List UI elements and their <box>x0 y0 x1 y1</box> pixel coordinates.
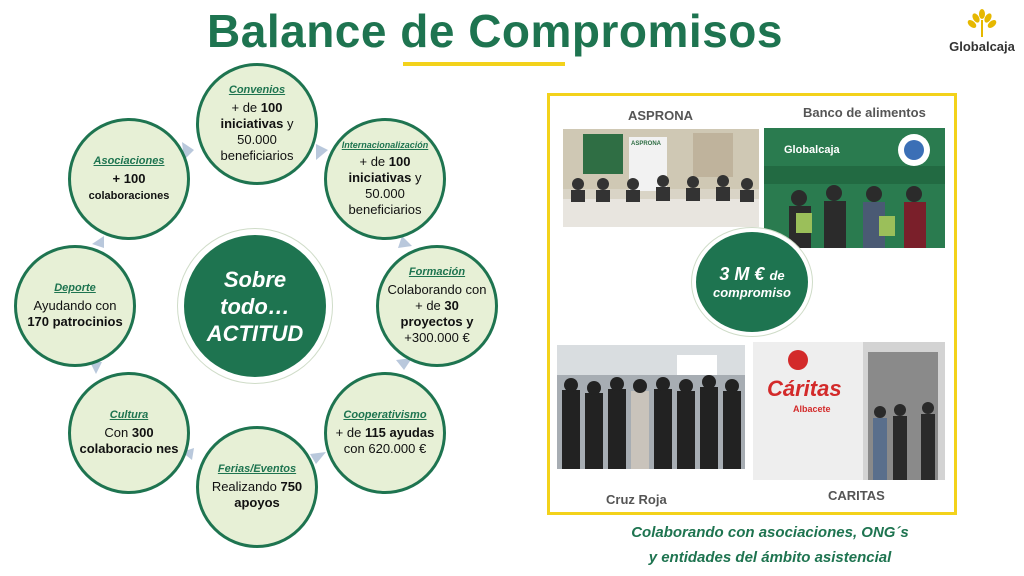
bubble-text: + de 100 iniciativas y 50.000 beneficiarios <box>348 154 422 217</box>
caption-asprona: ASPRONA <box>628 108 694 123</box>
bubble-text: Ayudando con 170 patrocinios <box>27 298 123 329</box>
bubble-text: Colaborando con + de 30 proyectos y +300.000 € <box>387 282 487 345</box>
bubble-deporte <box>14 245 136 367</box>
bubble-internacionalizacion <box>324 118 446 240</box>
wheat-icon <box>965 8 999 38</box>
bubble-cultura <box>68 372 190 494</box>
bubble-convenios <box>196 63 318 185</box>
photo-banco-alimentos[interactable] <box>764 128 945 248</box>
bubble-title: Asociaciones <box>93 154 165 167</box>
commitment-amount: 3 M € <box>719 264 765 284</box>
bubble-title: Cultura <box>109 409 149 421</box>
bubble-title: Convenios <box>228 84 286 96</box>
brand-name: Globalcaja <box>949 39 1015 54</box>
caption-banco-alimentos: Banco de alimentos <box>803 105 926 120</box>
bubble-title: Formación <box>408 266 466 278</box>
bubble-ferias-eventos <box>196 426 318 548</box>
footer-line-2: y entidades del ámbito asistencial <box>648 549 892 566</box>
bubble-formacion <box>376 245 498 367</box>
center-line-3: ACTITUD <box>206 320 304 346</box>
photo-asprona[interactable] <box>563 129 759 227</box>
caption-cruz-roja: Cruz Roja <box>606 492 667 507</box>
bubble-text: Con 300 colaboracio nes <box>79 425 179 456</box>
center-line-1: Sobre <box>223 266 287 292</box>
center-bubble <box>184 235 326 377</box>
bubble-text: + 100 colaboraciones <box>88 170 170 202</box>
brand-logo[interactable] <box>944 8 1020 54</box>
bubble-title: Internacionalización <box>341 140 429 150</box>
caritas-sign-subtext: Albacete <box>793 404 831 414</box>
center-line-2: todo… <box>220 293 290 319</box>
bubble-title: Cooperativismo <box>343 409 427 421</box>
bubble-text: Realizando 750 apoyos <box>211 479 303 510</box>
caritas-scene <box>753 342 945 480</box>
bubble-title: Deporte <box>54 282 96 294</box>
commitment-amount-bubble <box>696 232 808 332</box>
caption-caritas: CARITAS <box>828 488 885 503</box>
bubble-text: + de 100 iniciativas y 50.000 beneficiarios <box>220 100 294 163</box>
commitment-de: de <box>769 268 785 283</box>
bubble-title: Ferias/Eventos <box>217 463 297 475</box>
bubble-asociaciones <box>68 118 190 240</box>
photo-cruz-roja[interactable] <box>557 345 745 469</box>
page-title: Balance de Compromisos <box>207 5 783 57</box>
caritas-sign-text: Cáritas <box>767 376 842 401</box>
commitment-label: compromiso <box>712 285 791 300</box>
footer-text <box>560 520 980 570</box>
banco-header-text: Globalcaja <box>784 144 840 156</box>
photo-caritas[interactable] <box>753 342 945 480</box>
footer-line-1: Colaborando con asociaciones, ONG´s <box>631 524 909 541</box>
cruz-roja-scene <box>557 345 745 469</box>
asprona-sign-text: ASPRONA <box>631 141 662 147</box>
bubble-text: + de 115 ayudas con 620.000 € <box>335 425 435 456</box>
bubble-cooperativismo <box>324 372 446 494</box>
